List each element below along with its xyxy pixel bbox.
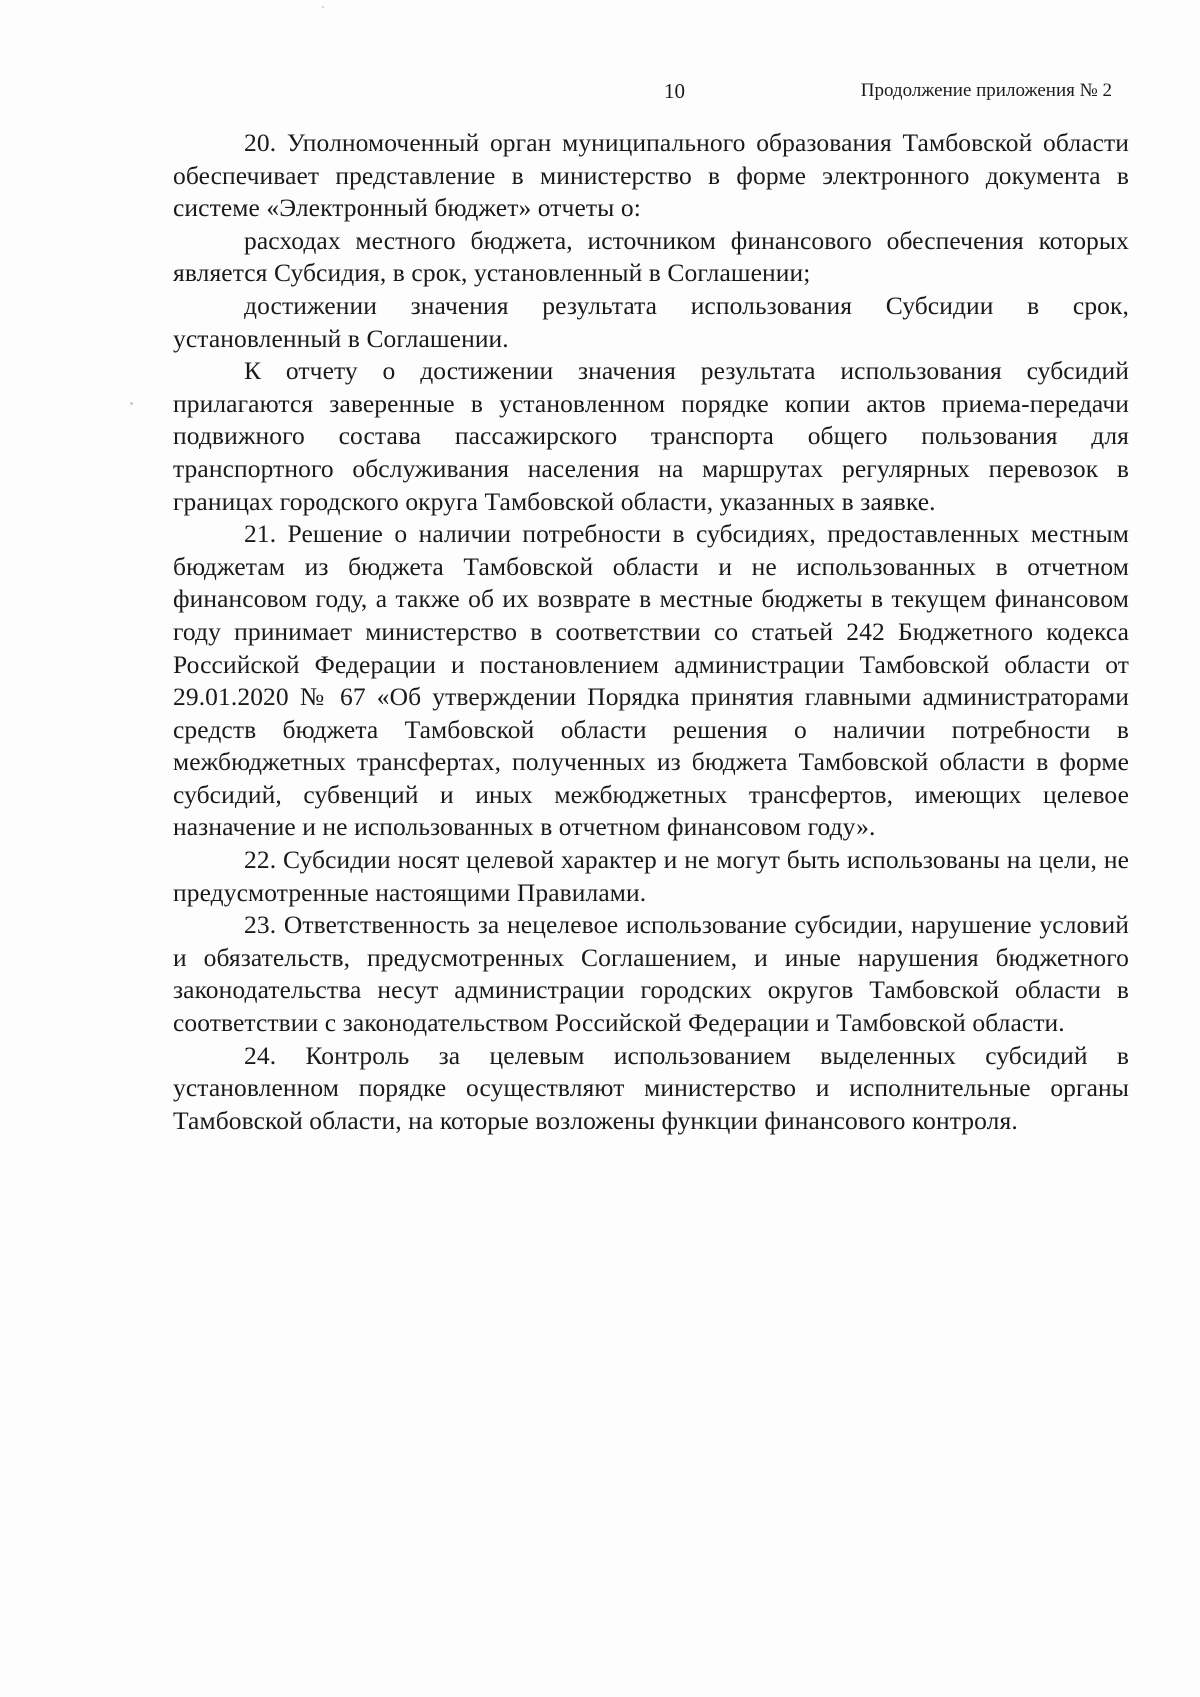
paragraph-21-unused-subsidies: 21. Решение о наличии потребности в субсидиях, предоставленных местным бюджетам из бюджета Тамбовской области и не использованных в отчетном финансовом году, а также об их возврате в местные бюджеты в текущем финансовом году принимает министерство в соответствии со статьей 242 Бюджетного кодекса Российской Федерации и постановлением администрации Тамбовской области от 29.01.2020 № 67 «Об утверждении Порядка принятия главными администраторами средств бюджета Тамбовской области решения о наличии потребности в межбюджетных трансфертах, полученных из бюджета Тамбовской области в форме субсидий, субвенций и иных межбюджетных трансфертов, имеющих целевое назначение и не использованных в отчетном финансовом году».	[173, 519, 1129, 842]
paragraph-report-attachments: К отчету о достижении значения результата использования субсидий прилагаются заверенные в установленном порядке копии актов приема-передачи подвижного состава пассажирского транспорта общего пользования для транспортного обслуживания населения на маршрутах регулярных перевозок в границах городского округа Тамбовской области, указанных в заявке.	[173, 356, 1129, 516]
paragraph-20-reports: 20. Уполномоченный орган муниципального образования Тамбовской области обеспечивает представление в министерство в форме электронного документа в системе «Электронный бюджет» отчеты о:	[173, 128, 1129, 223]
page-number: 10	[664, 79, 685, 103]
paragraph-23-responsibility: 23. Ответственность за нецелевое использование субсидии, нарушение условий и обязательств, предусмотренных Соглашением, и иные нарушения бюджетного законодательства несут администрации городских округов Тамбовской области в соответствии с законодательством Российской Федерации и Тамбовской области.	[173, 910, 1129, 1038]
appendix-continuation-label: Продолжение приложения № 2	[860, 80, 1112, 101]
paragraph-22-targeted-use: 22. Субсидии носят целевой характер и не могут быть использованы на цели, не предусмотренные настоящими Правилами.	[173, 845, 1129, 907]
paragraph-24-control: 24. Контроль за целевым использованием выделенных субсидий в установленном порядке осуществляют министерство и исполнительные органы Тамбовской области, на которые возложены функции финансового контроля.	[173, 1040, 1129, 1135]
document-body	[173, 127, 1129, 1137]
scan-artifact	[322, 6, 324, 8]
page-header	[0, 76, 1200, 106]
paragraph-expenses-report: расходах местного бюджета, источником финансового обеспечения которых является Субсидия, в срок, установленный в Соглашении;	[173, 225, 1129, 288]
scan-artifact	[130, 402, 133, 405]
paragraph-result-report: достижении значения результата использования Субсидии в срок, установленный в Соглашении.	[173, 290, 1129, 353]
